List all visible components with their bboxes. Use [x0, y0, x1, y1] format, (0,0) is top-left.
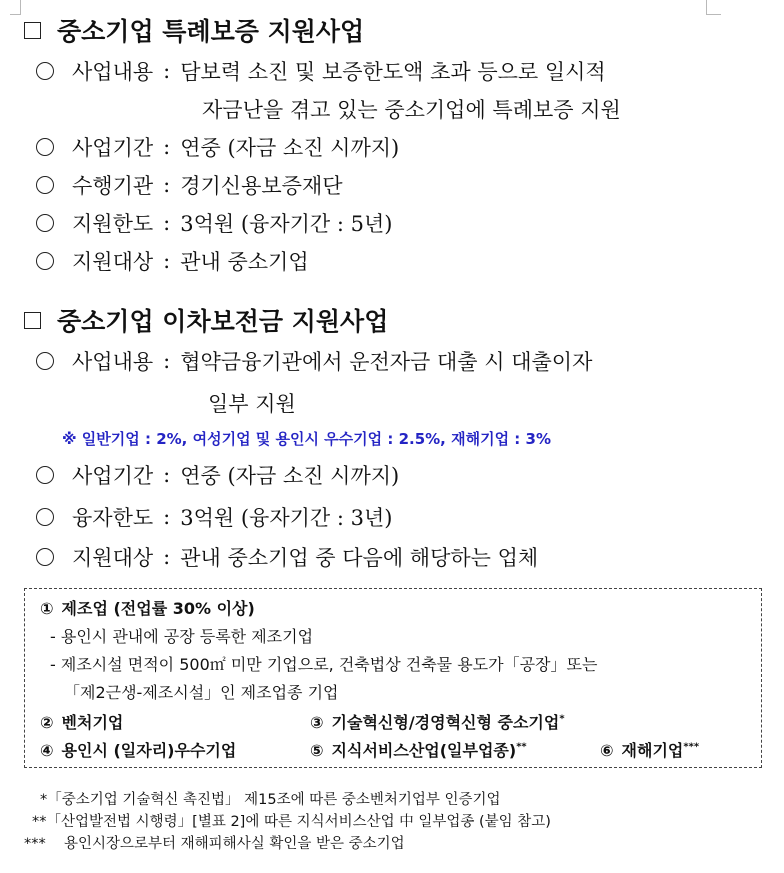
circle-bullet-icon — [36, 176, 54, 194]
item-value: 3억원 (융자기간 : 5년) — [180, 212, 393, 236]
item-value-continued: 자금난을 겪고 있는 중소기업에 특례보증 지원 — [202, 98, 621, 122]
criteria-number: ④ — [40, 741, 54, 760]
criteria-text: 지식서비스산업(일부업종) — [331, 741, 517, 760]
section-title-interest-subsidy — [24, 302, 388, 338]
criteria-number: ① — [40, 599, 54, 618]
item-label: 융자한도 — [72, 506, 154, 530]
colon: : — [163, 59, 171, 83]
footnote-1 — [40, 788, 501, 809]
criteria-number: ⑤ — [310, 741, 324, 760]
item-support-target — [36, 542, 538, 572]
item-value: 3억원 (융자기간 : 3년) — [180, 506, 393, 530]
footnote-mark: *** — [24, 836, 46, 852]
circle-bullet-icon — [36, 138, 54, 156]
criteria-manufacturing — [40, 596, 255, 619]
criteria-sub-item-continued: 「제2근생-제조시설」인 제조업종 기업 — [64, 683, 339, 702]
colon: : — [163, 349, 171, 373]
circle-bullet-icon — [36, 352, 54, 370]
footnote-mark: * — [559, 713, 565, 725]
section-title-special-guarantee — [24, 12, 364, 48]
item-support-target — [36, 246, 309, 276]
criteria-sub-item: - 용인시 관내에 공장 등록한 제조기업 — [50, 627, 314, 646]
criteria-text: 재해기업 — [621, 741, 684, 760]
item-value: 협약금융기관에서 운전자금 대출 시 대출이자 — [180, 350, 593, 374]
footnote-mark: *** — [683, 741, 700, 753]
criteria-venture — [40, 710, 123, 733]
item-label: 사업내용 — [72, 60, 154, 84]
footnote-mark: ** — [32, 814, 47, 830]
criteria-innovation — [310, 710, 565, 733]
square-bullet-icon — [24, 312, 41, 329]
item-business-content — [36, 56, 606, 86]
page-corner-marker-left — [10, 0, 21, 15]
circle-bullet-icon — [36, 214, 54, 232]
colon: : — [163, 211, 171, 235]
page-corner-marker-right — [706, 0, 721, 15]
criteria-excellent-company — [40, 738, 236, 761]
item-label: 지원대상 — [72, 546, 154, 570]
item-label: 지원대상 — [72, 250, 154, 274]
colon: : — [163, 463, 171, 487]
interest-rate-note: ※ 일반기업 : 2%, 여성기업 및 용인시 우수기업 : 2.5%, 재해기업 : 3% — [62, 430, 551, 448]
criteria-number: ③ — [310, 713, 324, 732]
criteria-disaster-company — [600, 738, 699, 761]
item-business-content — [36, 346, 592, 376]
item-value: 경기신용보증재단 — [180, 174, 343, 198]
footnote-text: 「중소기업 기술혁신 촉진법」 제15조에 따른 중소벤처기업부 인증기업 — [47, 792, 501, 808]
circle-bullet-icon — [36, 508, 54, 526]
footnote-2 — [32, 810, 551, 831]
section-title-text: 중소기업 특례보증 지원사업 — [57, 17, 365, 46]
item-label: 사업기간 — [72, 136, 154, 160]
criteria-knowledge-service — [310, 738, 527, 761]
footnote-mark: * — [40, 792, 48, 808]
criteria-sub-item: - 제조시설 면적이 500㎡ 미만 기업으로, 건축법상 건축물 용도가「공장」또는 — [50, 655, 598, 674]
item-value-continued: 일부 지원 — [208, 392, 296, 416]
item-support-limit — [36, 208, 392, 238]
circle-bullet-icon — [36, 252, 54, 270]
square-bullet-icon — [24, 22, 41, 39]
item-value: 연중 (자금 소진 시까지) — [180, 464, 400, 488]
item-value: 담보력 소진 및 보증한도액 초과 등으로 일시적 — [180, 60, 606, 84]
item-value: 연중 (자금 소진 시까지) — [180, 136, 400, 160]
item-loan-limit — [36, 502, 392, 532]
criteria-text: 용인시 (일자리)우수기업 — [61, 741, 237, 760]
criteria-number: ⑥ — [600, 741, 614, 760]
criteria-text: 제조업 (전업률 30% 이상) — [61, 599, 255, 618]
criteria-text: 벤처기업 — [61, 713, 124, 732]
footnote-3 — [24, 832, 405, 853]
circle-bullet-icon — [36, 62, 54, 80]
footnote-text: 용인시장으로부터 재해피해사실 확인을 받은 중소기업 — [64, 836, 405, 852]
item-executing-agency — [36, 170, 343, 200]
item-business-period — [36, 460, 399, 490]
item-label: 수행기관 — [72, 174, 154, 198]
item-label: 사업내용 — [72, 350, 154, 374]
colon: : — [163, 249, 171, 273]
section-title-text: 중소기업 이차보전금 지원사업 — [57, 307, 389, 336]
circle-bullet-icon — [36, 466, 54, 484]
item-value: 관내 중소기업 중 다음에 해당하는 업체 — [180, 546, 539, 570]
item-label: 지원한도 — [72, 212, 154, 236]
criteria-text: 기술혁신형/경영혁신형 중소기업 — [331, 713, 560, 732]
colon: : — [163, 135, 171, 159]
criteria-number: ② — [40, 713, 54, 732]
circle-bullet-icon — [36, 548, 54, 566]
footnote-mark: ** — [516, 741, 527, 753]
colon: : — [163, 173, 171, 197]
colon: : — [163, 505, 171, 529]
item-label: 사업기간 — [72, 464, 154, 488]
item-business-period — [36, 132, 399, 162]
footnote-text: 「산업발전법 시행령」[별표 2]에 따른 지식서비스산업 中 일부업종 (붙임 참고) — [46, 814, 551, 830]
item-value: 관내 중소기업 — [180, 250, 309, 274]
colon: : — [163, 545, 171, 569]
